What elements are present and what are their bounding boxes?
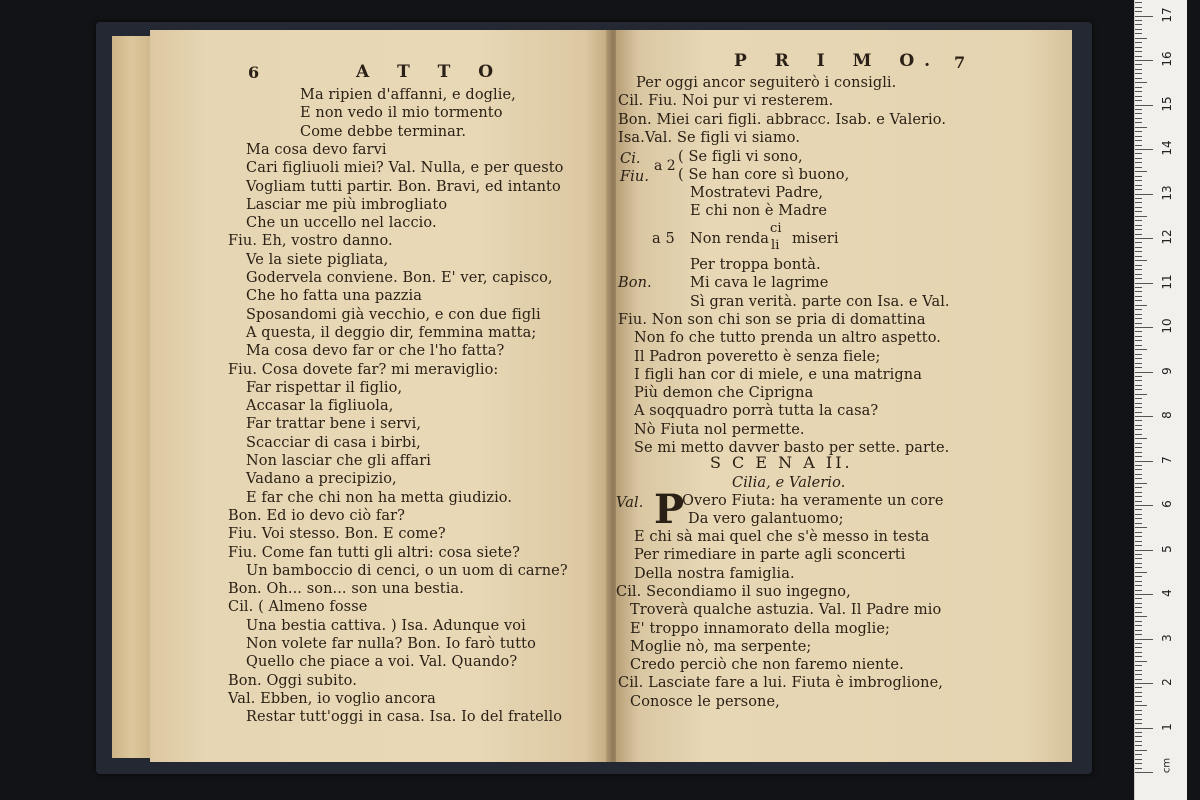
ruler-tick (1135, 772, 1153, 773)
ruler-tick (1135, 505, 1153, 506)
text-line: Fiu. Come fan tutti gli altri: cosa siete? (228, 544, 520, 561)
ruler-tick (1135, 741, 1142, 742)
ruler-tick (1135, 420, 1142, 421)
text-line: E non vedo il mio tormento (300, 105, 503, 122)
text-line: Far rispettar il figlio, (246, 379, 403, 396)
text-line: Conosce le persone, (630, 693, 780, 710)
text-line: Il Padron poveretto è senza fiele; (634, 348, 881, 365)
ruler-number: 17 (1160, 6, 1174, 23)
ruler-number: 5 (1160, 544, 1174, 553)
ruler-tick (1135, 585, 1142, 586)
text-line: Cil. ( Almeno fosse (228, 599, 368, 616)
duet-marker: a 2 (654, 158, 676, 174)
ruler-tick (1135, 242, 1142, 243)
text-line: Restar tutt'oggi in casa. Isa. Io del fratello (246, 709, 563, 726)
ruler-number: 11 (1160, 273, 1174, 290)
ruler-tick (1135, 176, 1142, 177)
ruler-tick (1135, 469, 1142, 470)
ruler-number: 13 (1160, 184, 1174, 201)
ruler-tick (1135, 487, 1142, 488)
text-line: Una bestia cattiva. ) Isa. Adunque voi (246, 617, 526, 634)
ruler-tick (1135, 194, 1153, 195)
ruler-tick (1135, 153, 1142, 154)
ruler-tick (1135, 42, 1142, 43)
ruler-tick (1135, 679, 1142, 680)
ruler-tick (1135, 269, 1142, 270)
ruler-tick (1135, 652, 1142, 653)
ruler-tick (1135, 483, 1147, 484)
ruler-tick (1135, 256, 1142, 257)
ruler-tick (1135, 291, 1142, 292)
ruler-tick (1135, 509, 1142, 510)
ruler-tick (1135, 558, 1142, 559)
ruler-tick (1135, 167, 1142, 168)
ruler-tick (1135, 11, 1142, 12)
ruler-tick (1135, 56, 1142, 57)
ruler-tick (1135, 29, 1142, 30)
ruler-tick (1135, 283, 1153, 284)
duet-speaker-fiuta: Fiu. (620, 169, 650, 185)
ruler-tick (1135, 723, 1142, 724)
text-line: Nò Fiuta nol permette. (634, 421, 805, 438)
ruler-number: 16 (1160, 51, 1174, 67)
ruler-tick (1135, 100, 1142, 101)
right-page (616, 30, 1072, 762)
ruler-tick (1135, 323, 1142, 324)
right-page-number: 7 (954, 53, 966, 72)
ruler-tick (1135, 634, 1142, 635)
ruler-tick (1135, 616, 1147, 617)
drop-capital: P (654, 486, 685, 533)
ruler-tick (1135, 403, 1142, 404)
ruler-tick (1135, 594, 1153, 595)
ruler-tick (1135, 398, 1142, 399)
text-line: Fiu. Non son chi son se pria di domattina (618, 311, 926, 328)
ruler-tick (1135, 225, 1142, 226)
ruler-tick (1135, 372, 1153, 373)
ruler-tick (1135, 363, 1142, 364)
measurement-ruler (1134, 0, 1187, 800)
ruler-tick (1135, 567, 1142, 568)
text-line: Per oggi ancor seguiterò i consigli. (636, 75, 897, 91)
ruler-tick (1135, 532, 1142, 533)
text-line: Fiu. Voi stesso. Bon. E come? (228, 526, 446, 543)
ruler-tick (1135, 714, 1142, 715)
ruler-tick (1135, 82, 1147, 83)
ruler-tick (1135, 158, 1142, 159)
text-line: Val. Ebben, io voglio ancora (228, 690, 436, 707)
text-line: Lasciar me più imbrogliato (246, 196, 448, 213)
duet-line-1: ( Se figli vi sono, (678, 149, 803, 165)
ruler-tick (1135, 665, 1142, 666)
ruler-tick (1135, 647, 1142, 648)
ruler-tick (1135, 327, 1153, 328)
ruler-tick (1135, 536, 1142, 537)
ruler-tick (1135, 452, 1142, 453)
text-line: Ma cosa devo farvi (246, 141, 387, 158)
ruler-tick (1135, 394, 1147, 395)
ruler-tick (1135, 736, 1142, 737)
ruler-number: 4 (1160, 589, 1174, 597)
ruler-tick (1135, 416, 1153, 417)
ruler-tick (1135, 674, 1142, 675)
text-line: Fiu. Eh, vostro danno. (228, 233, 393, 250)
ruler-tick (1135, 16, 1153, 17)
text-line: Della nostra famiglia. (634, 565, 795, 582)
ruler-tick (1135, 202, 1142, 203)
ruler-tick (1135, 380, 1142, 381)
ruler-number: 14 (1160, 140, 1174, 156)
ruler-tick (1135, 696, 1142, 697)
text-line: Cil. Secondiamo il suo ingegno, (616, 583, 851, 600)
ruler-tick (1135, 20, 1142, 21)
ruler-tick (1135, 247, 1142, 248)
ruler-tick (1135, 189, 1142, 190)
ruler-tick (1135, 750, 1147, 751)
ruler-number: 12 (1160, 229, 1174, 245)
ruler-tick (1135, 630, 1142, 631)
text-line: Cil. Lasciate fare a lui. Fiuta è imbroglione, (618, 675, 943, 692)
ruler-tick (1135, 745, 1142, 746)
ruler-tick (1135, 732, 1142, 733)
ruler-tick (1135, 340, 1142, 341)
text-line: Più demon che Ciprigna (634, 385, 814, 402)
ruler-tick (1135, 754, 1142, 755)
text-line: E' troppo innamorato della moglie; (630, 620, 891, 637)
duet-line-2: ( Se han core sì buono, (678, 167, 850, 183)
ruler-tick (1135, 33, 1142, 34)
speaker-bon: Bon. (618, 275, 652, 291)
text-line: Accasar la figliuola, (246, 398, 394, 415)
text-line: Far trattar bene i servi, (246, 416, 422, 433)
left-page (150, 30, 612, 762)
ruler-tick (1135, 385, 1142, 386)
text-line: Bon. Miei cari figli. abbracc. Isab. e Valerio. (618, 111, 947, 128)
ruler-tick (1135, 358, 1142, 359)
ruler-tick (1135, 425, 1142, 426)
ruler-tick (1135, 171, 1147, 172)
ruler-tick (1135, 87, 1142, 88)
ruler-tick (1135, 412, 1142, 413)
ruler-tick (1135, 598, 1142, 599)
text-line: Cil. Fiu. Noi pur vi resterem. (618, 93, 834, 110)
text-line: Se mi metto davver basto per sette. parte. (634, 440, 950, 456)
text-line: Sposandomi già vecchio, e con due figli (246, 306, 541, 323)
ruler-tick (1135, 768, 1142, 769)
ruler-tick (1135, 607, 1142, 608)
ruler-tick (1135, 345, 1142, 346)
ruler-tick (1135, 216, 1147, 217)
ruler-tick (1135, 443, 1142, 444)
ruler-tick (1135, 145, 1142, 146)
scene-persons: Cilia, e Valerio. (732, 475, 846, 491)
text-line: Quello che piace a voi. Val. Quando? (246, 654, 518, 671)
text-line: Non volete far nulla? Bon. Io farò tutto (246, 636, 536, 652)
ruler-tick (1135, 639, 1153, 640)
ruler-tick (1135, 64, 1142, 65)
text-line: Non lasciar che gli affari (246, 453, 432, 469)
ruler-tick (1135, 554, 1142, 555)
ruler-tick (1135, 705, 1147, 706)
dropcap-line-2: Da vero galantuomo; (688, 511, 844, 527)
text-line: Che ho fatta una pazzia (246, 288, 422, 305)
ruler-tick (1135, 514, 1142, 515)
quintet-text-after: miseri (792, 231, 839, 247)
ruler-tick (1135, 656, 1142, 657)
ruler-tick (1135, 541, 1142, 542)
ruler-tick (1135, 336, 1142, 337)
text-line: Bon. Oh... son... son una bestia. (228, 581, 464, 598)
ruler-tick (1135, 207, 1142, 208)
ruler-tick (1135, 118, 1142, 119)
ruler-tick (1135, 305, 1147, 306)
ruler-tick (1135, 492, 1142, 493)
ruler-tick (1135, 265, 1142, 266)
ruler-tick (1135, 251, 1142, 252)
text-line: Credo perciò che non faremo niente. (630, 657, 904, 674)
ruler-tick (1135, 759, 1142, 760)
text-line: Ma cosa devo far or che l'ho fatta? (246, 343, 505, 360)
ruler-tick (1135, 661, 1147, 662)
text-line: A soqquadro porrà tutta la casa? (634, 403, 879, 420)
ruler-number: 15 (1160, 95, 1174, 112)
ruler-tick (1135, 719, 1142, 720)
ruler-tick (1135, 496, 1142, 497)
text-line: Troverà qualche astuzia. Val. Il Padre mio (630, 602, 942, 619)
ruler-tick (1135, 229, 1142, 230)
ruler-tick (1135, 60, 1153, 61)
ruler-tick (1135, 2, 1142, 3)
ruler-tick (1135, 612, 1142, 613)
ruler-tick (1135, 96, 1142, 97)
ruler-tick (1135, 354, 1142, 355)
text-line: Come debbe terminar. (300, 123, 467, 140)
ruler-tick (1135, 69, 1142, 70)
text-line: E chi non è Madre (690, 203, 828, 220)
ruler-tick (1135, 474, 1142, 475)
ruler-tick (1135, 113, 1142, 114)
ruler-tick (1135, 234, 1142, 235)
ruler-tick (1135, 7, 1142, 8)
text-line: A questa, il deggio dir, femmina matta; (246, 324, 537, 341)
ruler-tick (1135, 603, 1142, 604)
ruler-tick (1135, 465, 1142, 466)
ruler-tick (1135, 518, 1142, 519)
ruler-tick (1135, 434, 1142, 435)
text-line: I figli han cor di miele, e una matrigna (634, 366, 922, 383)
left-page-number: 6 (248, 63, 260, 82)
ruler-tick (1135, 461, 1153, 462)
ruler-tick (1135, 278, 1142, 279)
ruler-tick (1135, 180, 1142, 181)
ruler-tick (1135, 38, 1147, 39)
ruler-tick (1135, 625, 1142, 626)
ruler-tick (1135, 527, 1147, 528)
ruler-number: 2 (1160, 678, 1174, 686)
ruler-tick (1135, 643, 1142, 644)
text-line: Fiu. Cosa dovete far? mi meraviglio: (228, 361, 499, 378)
ruler-tick (1135, 576, 1142, 577)
ruler-tick (1135, 429, 1142, 430)
ruler-tick (1135, 581, 1142, 582)
ruler-tick (1135, 331, 1142, 332)
ruler-tick (1135, 162, 1142, 163)
text-line: Un bamboccio di cenci, o un uom di carne? (246, 562, 568, 579)
ruler-tick (1135, 309, 1142, 310)
ruler-unit: cm (1161, 757, 1173, 774)
ruler-tick (1135, 211, 1142, 212)
ruler-tick (1135, 349, 1147, 350)
ruler-tick (1135, 127, 1147, 128)
ruler-tick (1135, 438, 1147, 439)
ruler-tick (1135, 91, 1142, 92)
ruler-tick (1135, 296, 1142, 297)
left-running-head: A T T O (356, 62, 505, 82)
ruler-tick (1135, 131, 1142, 132)
speaker-val: Val. (616, 495, 644, 511)
ruler-tick (1135, 701, 1142, 702)
text-line: Per troppa bontà. (690, 257, 821, 273)
right-running-head: P R I M O. (734, 51, 942, 71)
ruler-tick (1135, 389, 1142, 390)
text-line: Bon. Ed io devo ciò far? (228, 507, 406, 524)
ruler-tick (1135, 314, 1142, 315)
ruler-tick (1135, 447, 1142, 448)
text-line: Per rimediare in parte agli sconcerti (634, 547, 906, 564)
ruler-tick (1135, 24, 1142, 25)
text-line: Isa.Val. Se figli vi siamo. (618, 129, 801, 146)
ruler-tick (1135, 763, 1142, 764)
ruler-tick (1135, 621, 1142, 622)
text-line: Che un uccello nel laccio. (246, 215, 437, 232)
ruler-tick (1135, 728, 1153, 729)
text-line: Scacciar di casa i birbi, (246, 434, 421, 451)
text-line: Moglie nò, ma serpente; (630, 638, 812, 655)
scene-title: S C E N A II. (710, 453, 853, 472)
ruler-tick (1135, 136, 1142, 137)
ruler-tick (1135, 73, 1142, 74)
ruler-number: 10 (1160, 318, 1174, 334)
quintet-marker: a 5 (652, 231, 675, 247)
ruler-tick (1135, 109, 1142, 110)
text-line: E chi sà mai quel che s'è messo in testa (634, 529, 930, 545)
ruler-tick (1135, 376, 1142, 377)
text-line: Mi cava le lagrime (690, 275, 829, 292)
ruler-tick (1135, 122, 1142, 123)
ruler-tick (1135, 687, 1142, 688)
ruler-tick (1135, 407, 1142, 408)
ruler-tick (1135, 149, 1153, 150)
quintet-stack-bottom: li (771, 238, 780, 253)
text-line: Non fo che tutto prenda un altro aspetto. (634, 330, 941, 347)
ruler-tick (1135, 563, 1142, 564)
text-line: Godervela conviene. Bon. E' ver, capisco, (246, 270, 553, 286)
ruler-number: 8 (1160, 411, 1174, 419)
ruler-number: 7 (1160, 455, 1174, 464)
text-line: Bon. Oggi subito. (228, 672, 357, 689)
ruler-tick (1135, 78, 1142, 79)
ruler-tick (1135, 710, 1142, 711)
ruler-number: 6 (1160, 500, 1174, 508)
ruler-tick (1135, 274, 1142, 275)
dropcap-line-1: Overo Fiuta: ha veramente un core (682, 493, 944, 509)
ruler-tick (1135, 185, 1142, 186)
text-line: Ma ripien d'affanni, e doglie, (300, 87, 516, 103)
quintet-text-before: Non renda (690, 231, 770, 247)
ruler-tick (1135, 572, 1147, 573)
ruler-tick (1135, 105, 1153, 106)
ruler-tick (1135, 238, 1153, 239)
quintet-stack-top: ci (770, 221, 782, 236)
text-line: Sì gran verità. parte con Isa. e Val. (690, 293, 950, 310)
text-line: E far che chi non ha metta giudizio. (246, 489, 513, 506)
ruler-tick (1135, 550, 1153, 551)
duet-speaker-cilia: Ci. (620, 151, 641, 167)
text-line: Vogliam tutti partir. Bon. Bravi, ed intanto (246, 178, 561, 195)
text-line: Ve la siete pigliata, (246, 251, 389, 268)
ruler-tick (1135, 590, 1142, 591)
ruler-tick (1135, 220, 1142, 221)
ruler-tick (1135, 300, 1142, 301)
ruler-tick (1135, 692, 1142, 693)
ruler-tick (1135, 51, 1142, 52)
ruler-tick (1135, 478, 1142, 479)
ruler-tick (1135, 523, 1142, 524)
ruler-tick (1135, 140, 1142, 141)
text-line: Cari figliuoli miei? Val. Nulla, e per questo (246, 160, 564, 177)
ruler-number: 1 (1160, 722, 1174, 731)
ruler-tick (1135, 367, 1142, 368)
ruler-tick (1135, 501, 1142, 502)
text-line: Vadano a precipizio, (246, 471, 397, 488)
text-line: Mostratevi Padre, (690, 185, 824, 201)
ruler-number: 9 (1160, 366, 1174, 375)
ruler-tick (1135, 47, 1142, 48)
ruler-tick (1135, 545, 1142, 546)
ruler-tick (1135, 683, 1153, 684)
ruler-number: 3 (1160, 633, 1174, 642)
ruler-tick (1135, 456, 1142, 457)
ruler-tick (1135, 260, 1147, 261)
ruler-tick (1135, 287, 1142, 288)
ruler-tick (1135, 198, 1142, 199)
ruler-tick (1135, 670, 1142, 671)
ruler-tick (1135, 318, 1142, 319)
